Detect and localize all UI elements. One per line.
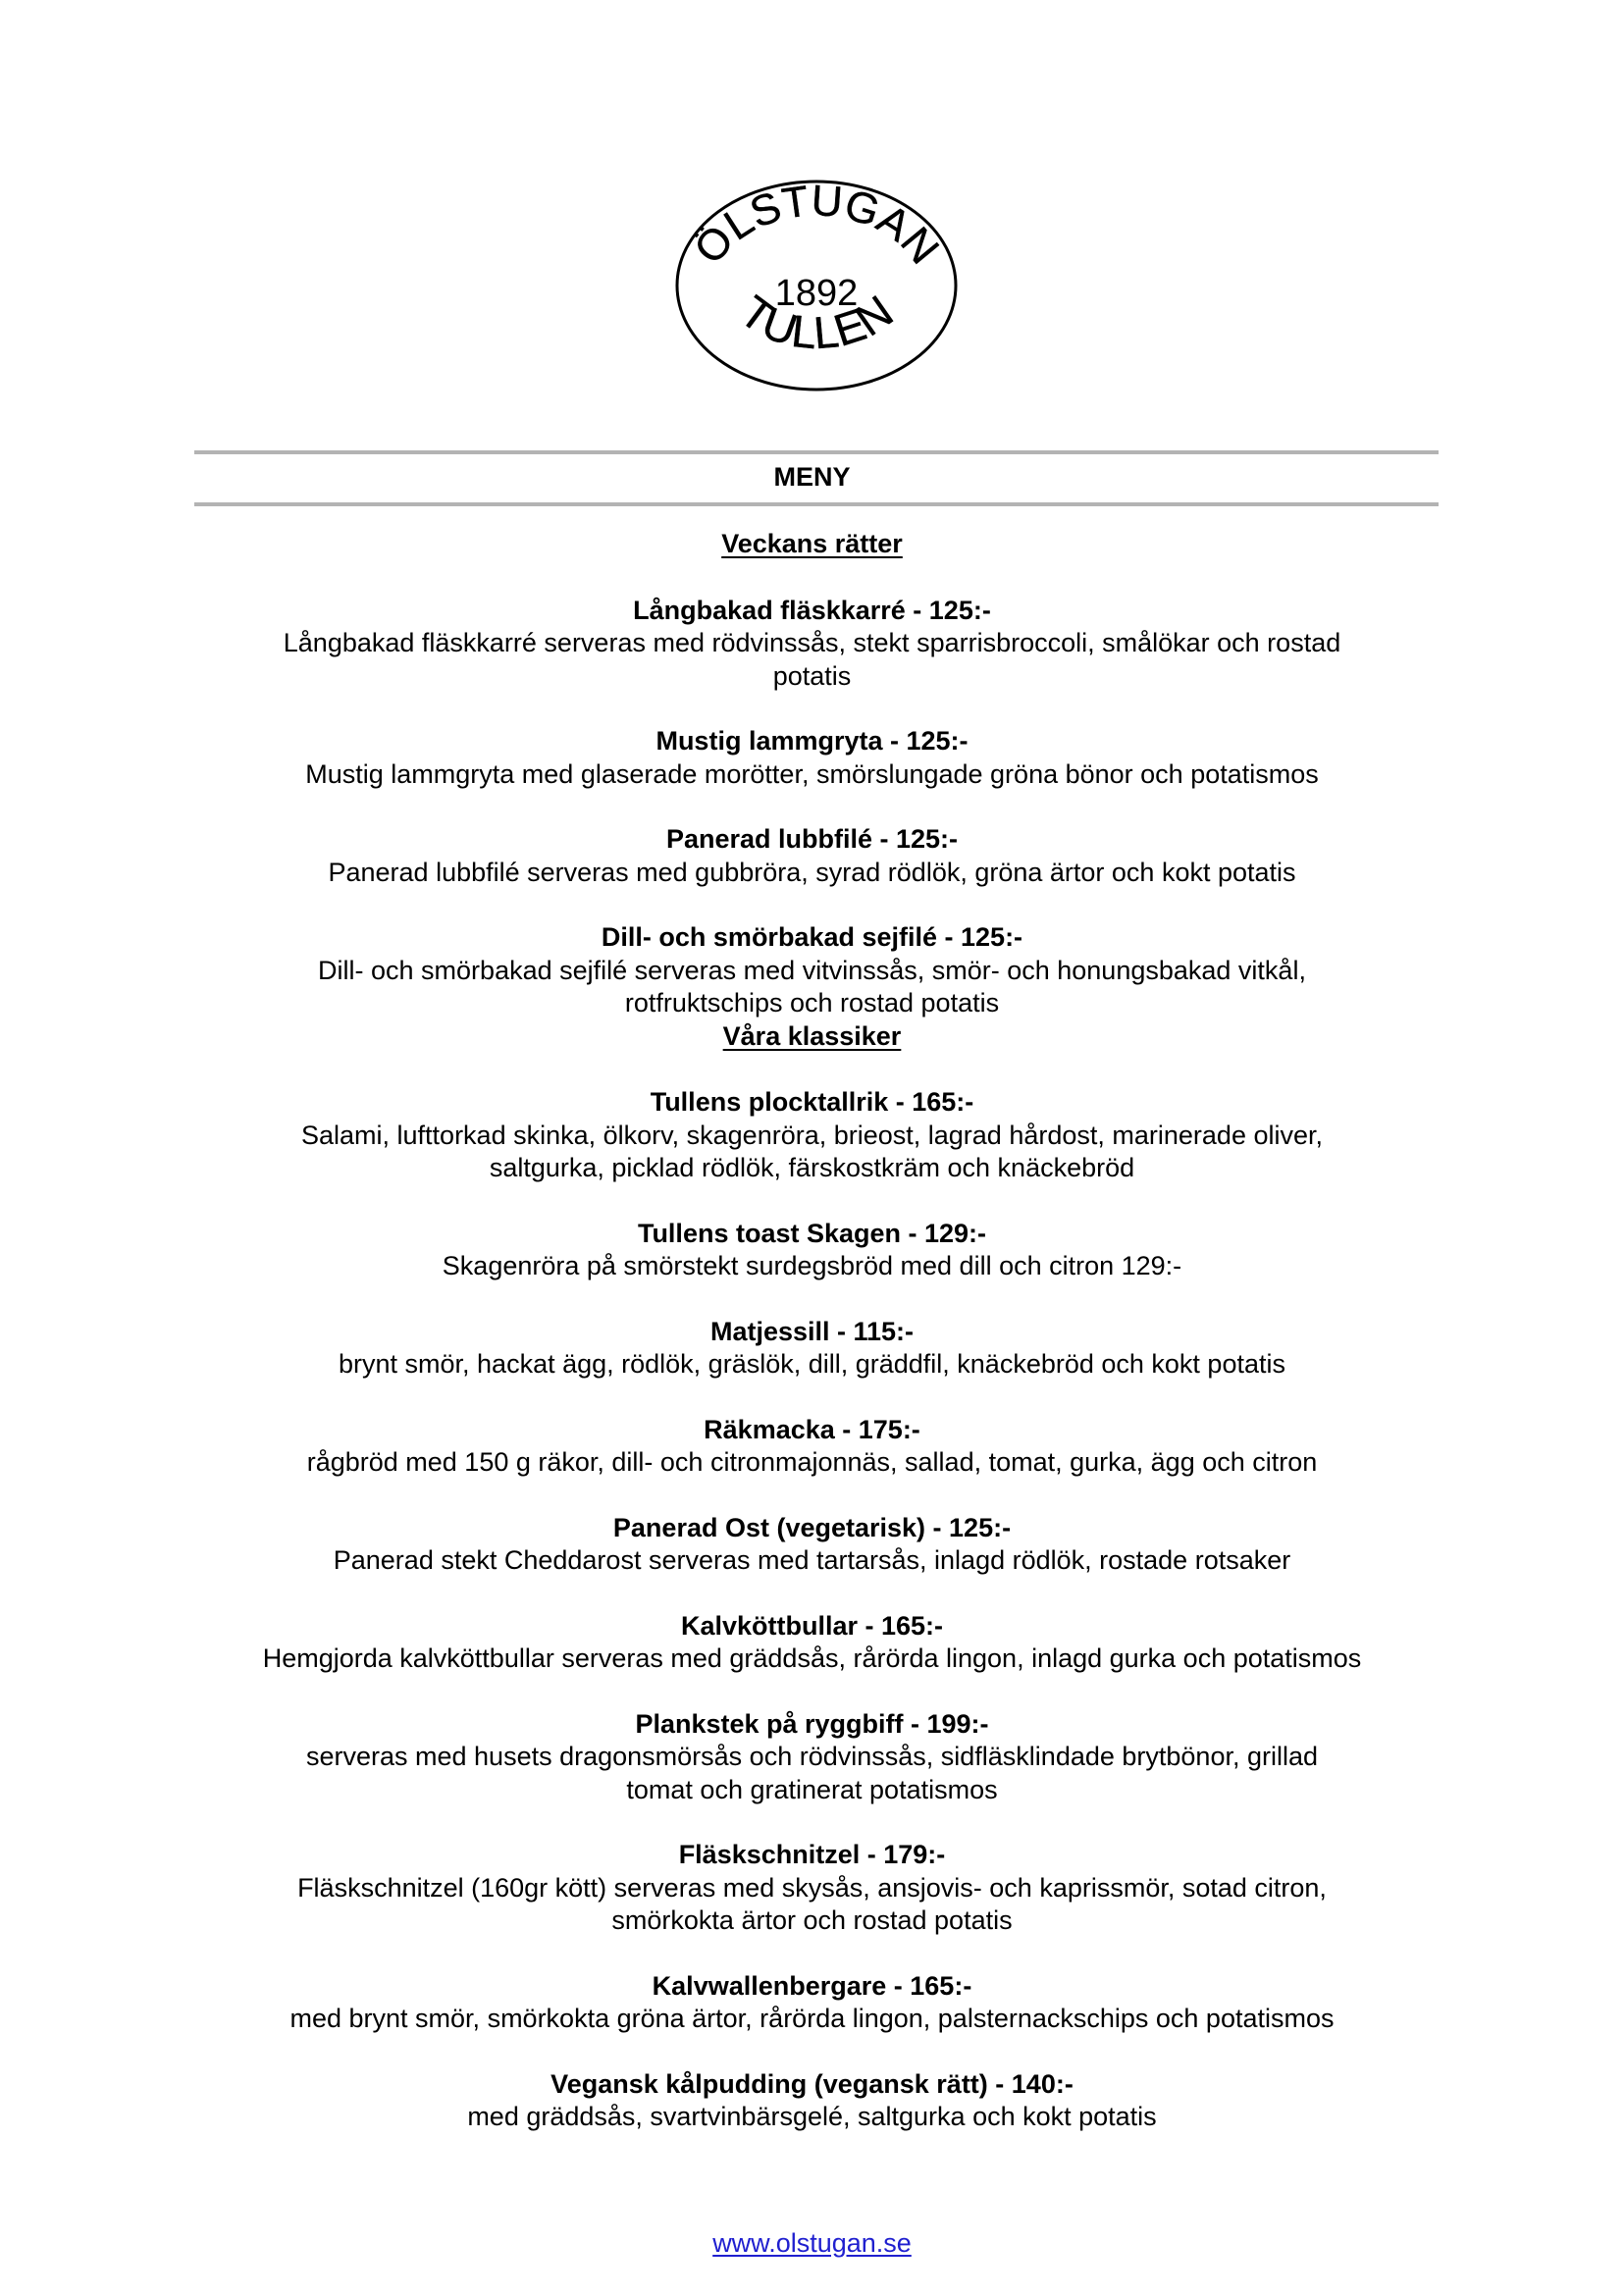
- logo-bottom-text: TULLEN: [730, 285, 903, 359]
- dish-description-line: med gräddsås, svartvinbärsgelé, saltgurka och kokt potatis: [467, 2102, 1157, 2131]
- dish-description-line: brynt smör, hackat ägg, rödlök, gräslök, dill, gräddfil, knäckebröd och kokt potatis: [339, 1349, 1285, 1379]
- dish-item: [0, 1512, 1624, 1578]
- section-heading: Veckans rätter: [721, 529, 903, 558]
- dish-name: Vegansk kålpudding (vegansk rätt) - 140:-: [550, 2068, 1074, 2099]
- logo-top-text: ÖLSTUGAN: [685, 177, 949, 274]
- dish-description-line: Hemgjorda kalvköttbullar serveras med gräddsås, rårörda lingon, inlagd gurka och potatismos: [262, 1643, 1362, 1673]
- dish-item: [0, 1316, 1624, 1382]
- dish-description-line: Skagenröra på smörstekt surdegsbröd med dill och citron 129:-: [442, 1251, 1182, 1280]
- menu-content: [0, 528, 1624, 2134]
- dish-name: Tullens plocktallrik - 165:-: [650, 1087, 974, 1117]
- dish-description-line: rotfruktschips och rostad potatis: [624, 988, 1000, 1017]
- divider-bottom: [194, 502, 1439, 506]
- logo: [673, 177, 960, 394]
- section-weekly-dishes: [0, 528, 1624, 1020]
- dish-name: Långbakad fläskkarré - 125:-: [633, 595, 991, 625]
- dish-description-line: smörkokta ärtor och rostad potatis: [611, 1905, 1013, 1935]
- website-link[interactable]: www.olstugan.se: [712, 2228, 912, 2258]
- dish-description-line: Långbakad fläskkarré serveras med rödvinssås, stekt sparrisbroccoli, smålökar och rostad: [283, 628, 1341, 657]
- dish-name: Panerad Ost (vegetarisk) - 125:-: [612, 1512, 1012, 1542]
- dish-name: Fläskschnitzel - 179:-: [678, 1840, 946, 1869]
- dish-name: Mustig lammgryta - 125:-: [655, 726, 969, 756]
- dish-name: Räkmacka - 175:-: [704, 1414, 920, 1444]
- dish-item: [0, 1610, 1624, 1676]
- dish-description-line: Dill- och smörbakad sejfilé serveras med vitvinssås, smör- och honungsbakad vitkål,: [318, 955, 1306, 985]
- menu-title: MENY: [773, 462, 851, 492]
- dish-name: Kalvköttbullar - 165:-: [680, 1610, 944, 1641]
- website-footer: [0, 2227, 1624, 2259]
- dish-description-line: potatis: [772, 660, 852, 691]
- dish-description-line: Panerad lubbfilé serveras med gubbröra, syrad rödlök, gröna ärtor och kokt potatis: [328, 857, 1296, 887]
- dish-item: [0, 823, 1624, 889]
- dish-description-line: Mustig lammgryta med glaserade morötter, smörslungade gröna bönor och potatismos: [305, 758, 1319, 789]
- dish-item: [0, 2068, 1624, 2134]
- dish-item: [0, 1839, 1624, 1938]
- dish-name: Dill- och smörbakad sejfilé - 125:-: [601, 922, 1023, 952]
- dish-description-line: saltgurka, picklad rödlök, färskostkräm och knäckebröd: [489, 1153, 1135, 1182]
- dish-description-line: Panerad stekt Cheddarost serveras med tartarsås, inlagd rödlök, rostade rotsaker: [333, 1545, 1291, 1575]
- dish-description-line: serveras med husets dragonsmörsås och rödvinssås, sidfläsklindade brytbönor, grillad: [305, 1742, 1318, 1771]
- dish-description-line: Salami, lufttorkad skinka, ölkorv, skagenröra, brieost, lagrad hårdost, marinerade oliver,: [301, 1120, 1323, 1150]
- dish-item: [0, 595, 1624, 694]
- dish-item: [0, 1218, 1624, 1283]
- section-classics: [0, 1020, 1624, 2134]
- olstugan-logo-emblem: [673, 177, 960, 394]
- dish-description-line: Fläskschnitzel (160gr kött) serveras med skysås, ansjovis- och kaprissmör, sotad citron,: [297, 1872, 1327, 1903]
- dish-name: Kalvwallenbergare - 165:-: [652, 1970, 972, 2001]
- dish-item: [0, 1970, 1624, 2036]
- dish-description-line: tomat och gratinerat potatismos: [626, 1774, 998, 1804]
- dish-name: Panerad lubbfilé - 125:-: [665, 824, 959, 854]
- dish-name: Matjessill - 115:-: [709, 1316, 915, 1346]
- dish-description-line: med brynt smör, smörkokta gröna ärtor, rårörda lingon, palsternackschips och potatismos: [289, 2004, 1335, 2033]
- dish-name: Tullens toast Skagen - 129:-: [637, 1218, 987, 1248]
- dish-description-line: rågbröd med 150 g räkor, dill- och citronmajonnäs, sallad, tomat, gurka, ägg och citron: [306, 1447, 1318, 1477]
- section-heading: Våra klassiker: [722, 1020, 902, 1051]
- dish-name: Plankstek på ryggbiff - 199:-: [635, 1708, 989, 1739]
- dish-item: [0, 1708, 1624, 1807]
- logo-year: 1892: [774, 273, 859, 314]
- dish-item: [0, 1086, 1624, 1185]
- dish-item: [0, 725, 1624, 791]
- dish-item: [0, 921, 1624, 1020]
- divider-top: [194, 450, 1439, 454]
- dish-item: [0, 1414, 1624, 1480]
